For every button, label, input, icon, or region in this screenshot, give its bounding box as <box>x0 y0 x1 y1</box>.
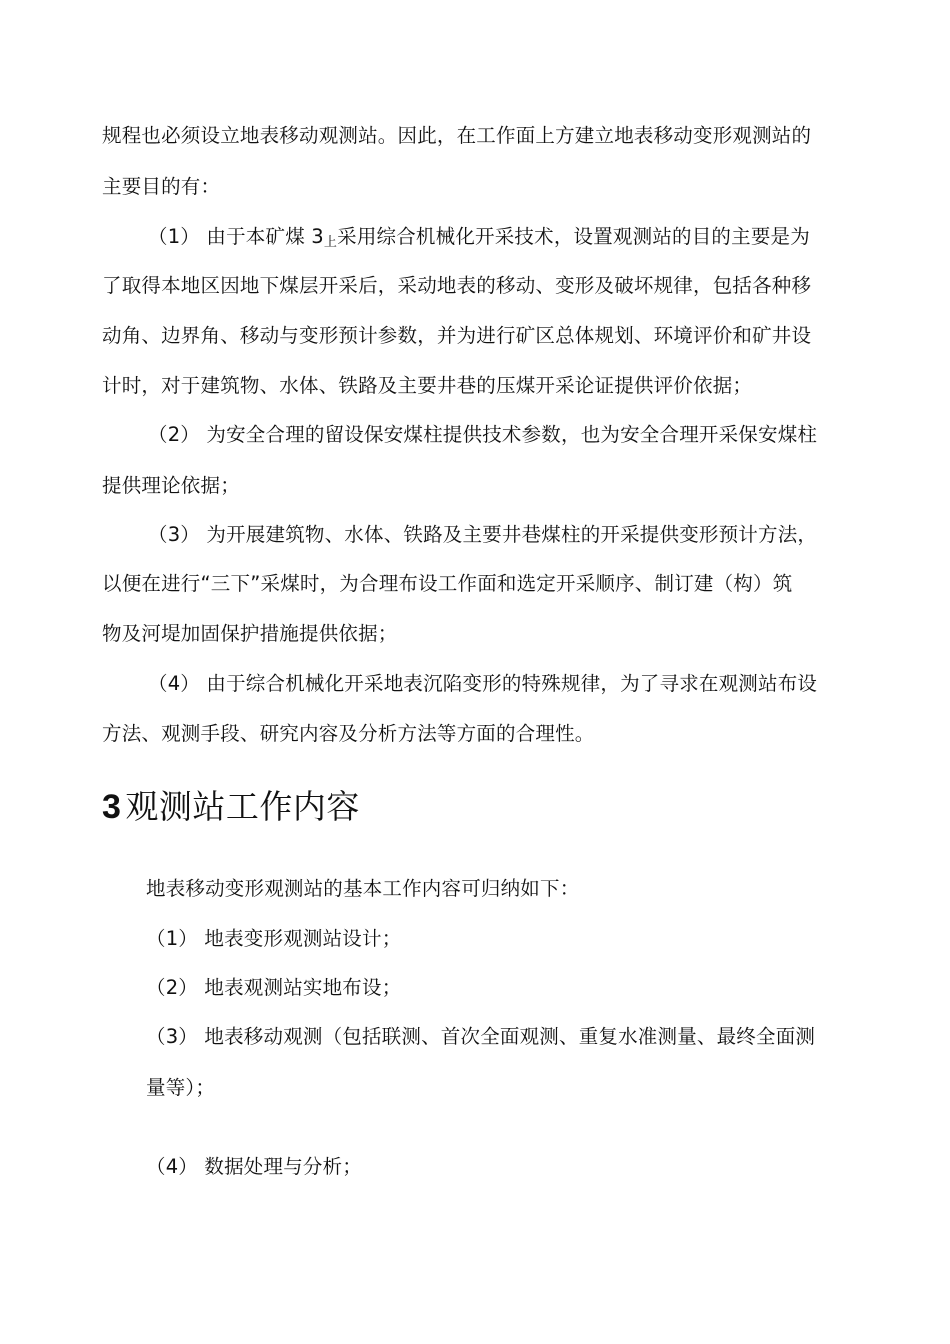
work-item-3-line-2: 量等）； <box>146 1076 216 1099</box>
purpose-4-line-1: （4） 由于综合机械化开采地表沉陷变形的特殊规律，为了寻求在观测站布设 <box>148 672 818 695</box>
purpose-1-line-4: 计时，对于建筑物、水体、铁路及主要井巷的压煤开采论证提供评价依据； <box>102 374 753 397</box>
work-item-4: （4） 数据处理与分析； <box>146 1155 363 1178</box>
section-3-title: 观测站工作内容 <box>125 787 360 826</box>
purpose-1-line-2: 了取得本地区因地下煤层开采后，采动地表的移动、变形及破坏规律，包括各种移 <box>102 274 812 297</box>
section-3-intro: 地表移动变形观测站的基本工作内容可归纳如下： <box>146 877 580 900</box>
purpose-3-line-3: 物及河堤加固保护措施提供依据； <box>102 622 398 645</box>
work-item-2: （2） 地表观测站实地布设； <box>146 976 402 999</box>
purpose-1-line-1-pre: （1） 由于本矿煤 3 <box>148 225 324 248</box>
purpose-1-subscript: 上 <box>323 235 338 250</box>
purpose-3-line-2: 以便在进行“三下”采煤时，为合理布设工作面和选定开采顺序、制订建（构）筑 <box>102 572 793 595</box>
purpose-1-line-1 <box>148 224 810 253</box>
purpose-1-line-1-post: 采用综合机械化开采技术，设置观测站的目的主要是为 <box>337 225 810 248</box>
section-3-heading <box>102 785 360 829</box>
purpose-2-line-2: 提供理论依据； <box>102 474 240 497</box>
work-item-1: （1） 地表变形观测站设计； <box>146 927 402 950</box>
intro-line-1: 规程也必须设立地表移动观测站。因此，在工作面上方建立地表移动变形观测站的 <box>102 124 812 147</box>
purpose-3-line-1: （3） 为开展建筑物、水体、铁路及主要井巷煤柱的开采提供变形预计方法， <box>148 523 818 546</box>
section-3-number: 3 <box>102 788 122 826</box>
work-item-3-line-1: （3） 地表移动观测（包括联测、首次全面观测、重复水准测量、最终全面测 <box>146 1025 816 1048</box>
purpose-4-line-2: 方法、观测手段、研究内容及分析方法等方面的合理性。 <box>102 722 595 745</box>
purpose-1-line-3: 动角、边界角、移动与变形预计参数，并为进行矿区总体规划、环境评价和矿井设 <box>102 324 812 347</box>
purpose-2-line-1: （2） 为安全合理的留设保安煤柱提供技术参数，也为安全合理开采保安煤柱 <box>148 423 818 446</box>
intro-line-2: 主要目的有： <box>102 175 221 198</box>
